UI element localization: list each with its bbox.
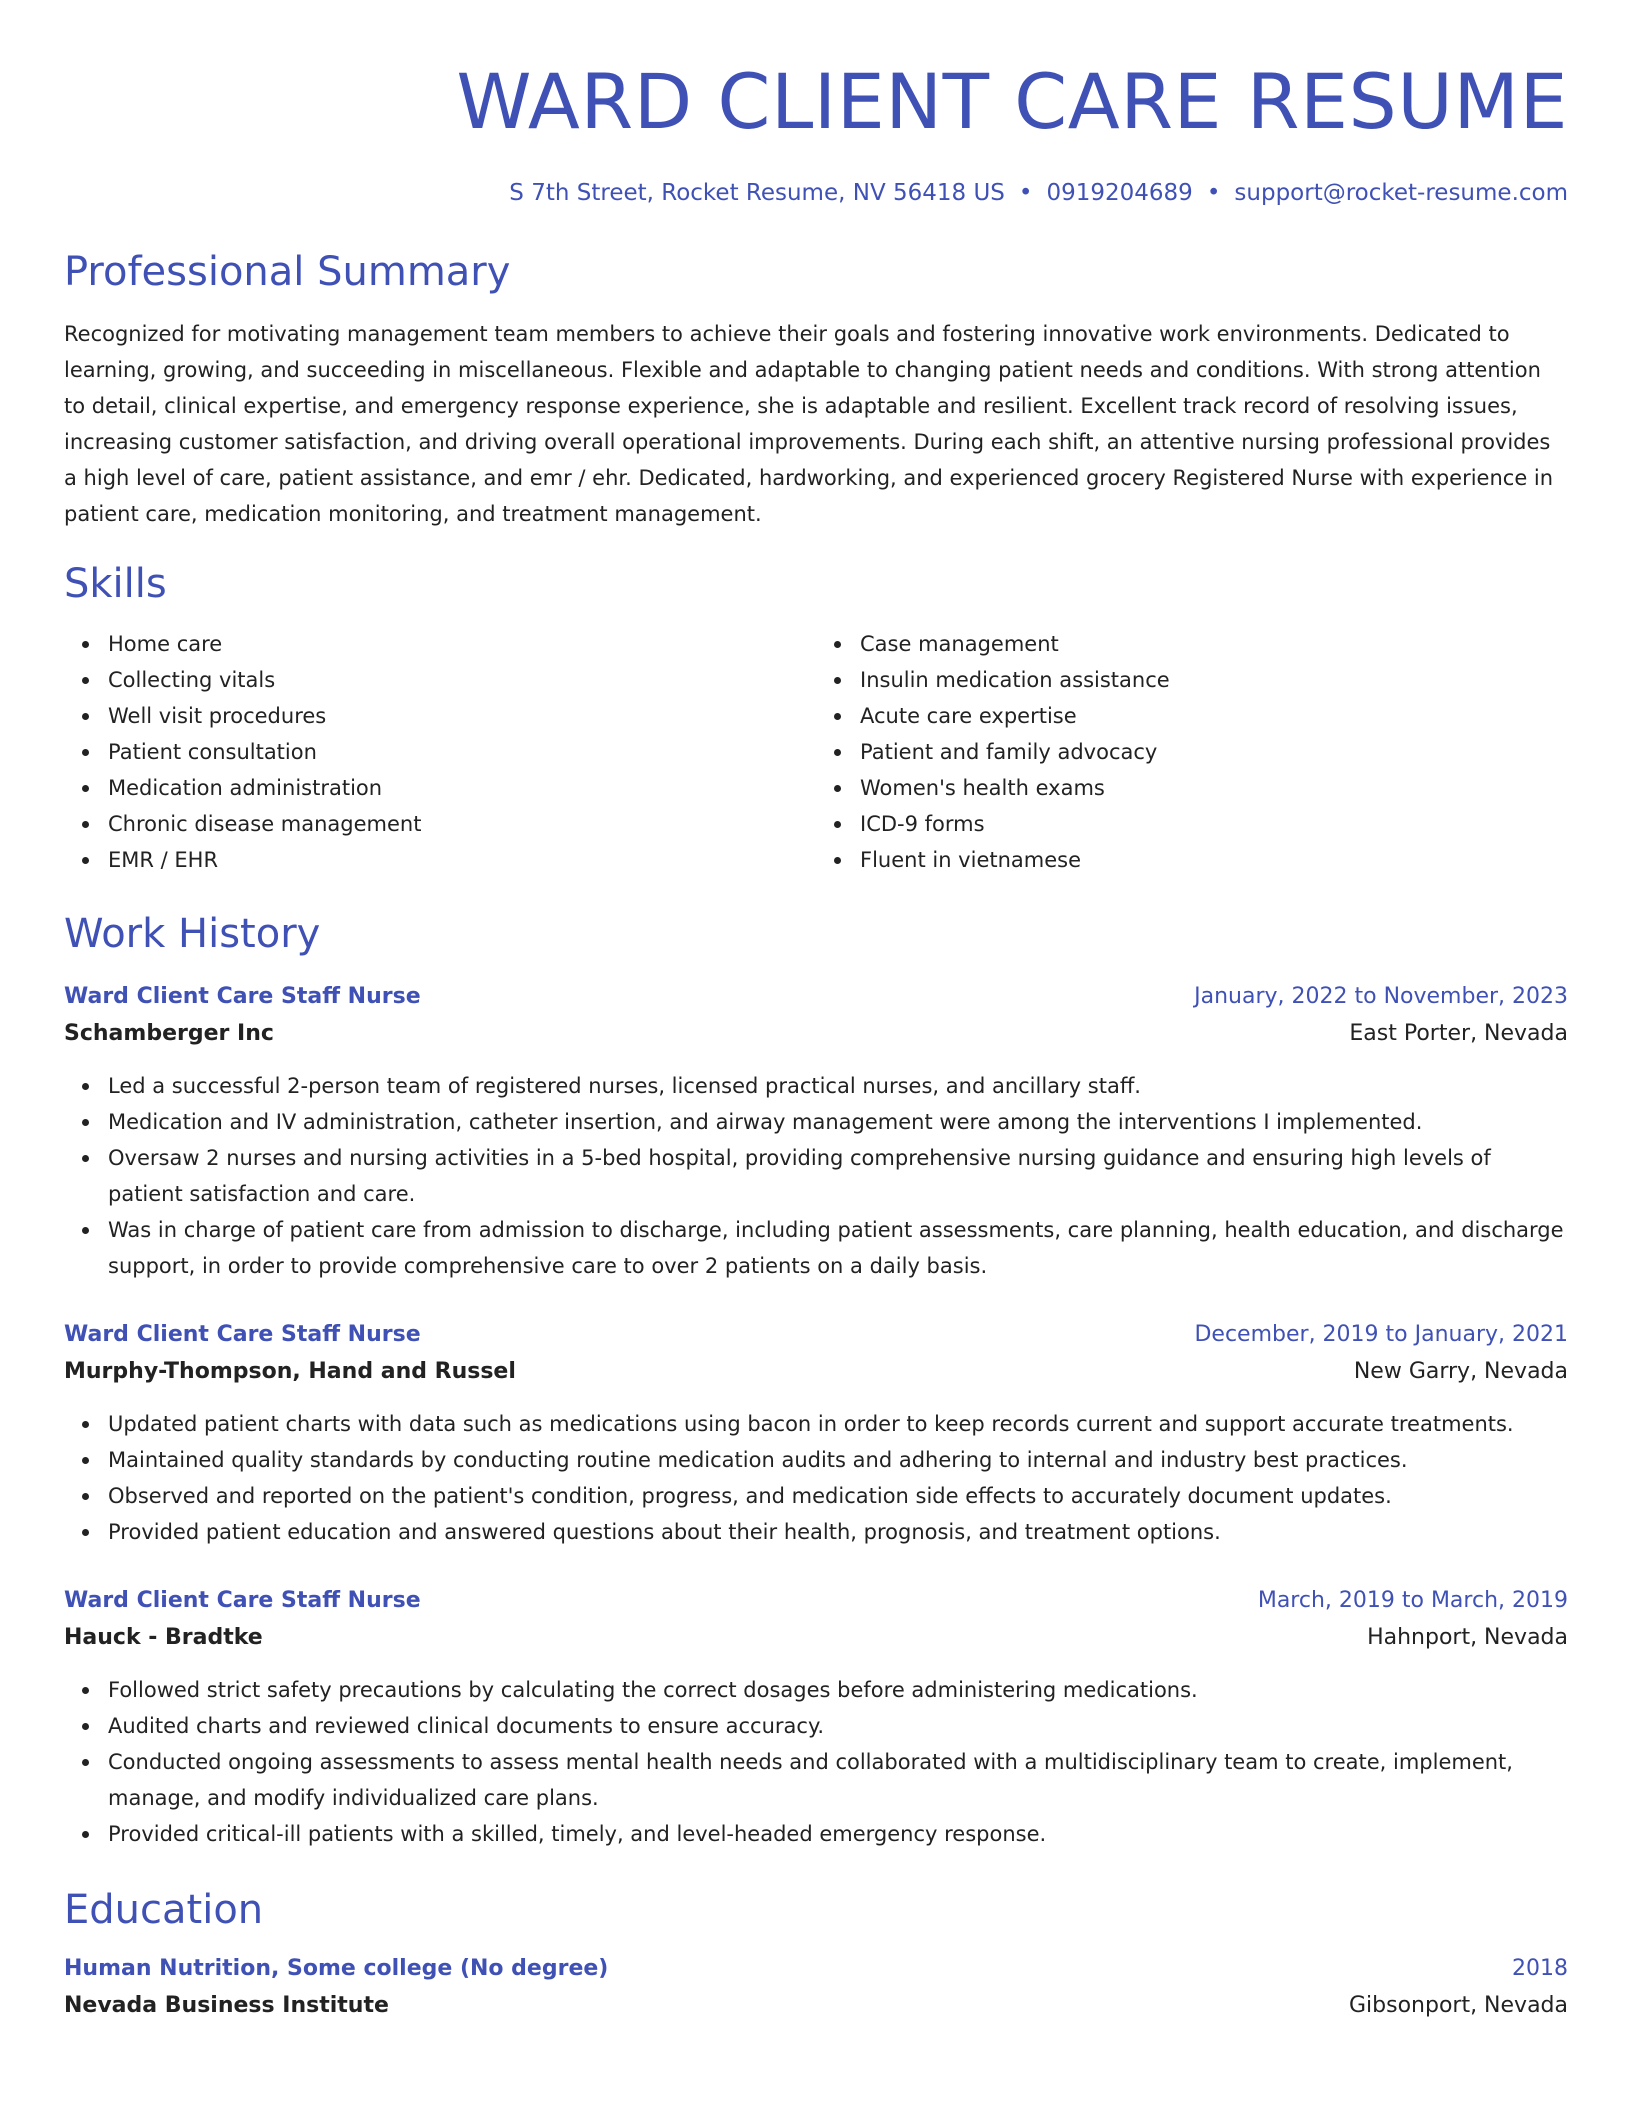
- skill-item: Fluent in vietnamese: [816, 842, 1568, 878]
- contact-phone: 0919204689: [1046, 180, 1193, 206]
- job-bullet: Audited charts and reviewed clinical documents to ensure accuracy.: [64, 1708, 1568, 1744]
- job-bullets: [64, 1406, 1568, 1550]
- job-company-row: [64, 1014, 1568, 1054]
- resume-header: [64, 0, 1568, 208]
- job-bullet: Was in charge of patient care from admission to discharge, including patient assessments, care planning, health education, and discharge support, in order to provide comprehensive care to over 2 patients on a daily basis.: [64, 1212, 1568, 1284]
- job-bullet: Provided patient education and answered questions about their health, prognosis, and treatment options.: [64, 1514, 1568, 1550]
- education-year: 2018: [1512, 1956, 1568, 1981]
- job-entry: [64, 980, 1568, 1284]
- job-dates: December, 2019 to January, 2021: [1194, 1322, 1568, 1347]
- contact-separator: •: [1206, 180, 1221, 206]
- skills-section: [64, 560, 1568, 878]
- contact-separator: •: [1018, 180, 1033, 206]
- skill-item: ICD-9 forms: [816, 806, 1568, 842]
- job-company-row: [64, 1618, 1568, 1658]
- skill-item: Patient and family advocacy: [816, 734, 1568, 770]
- job-header-row: [64, 1584, 1568, 1618]
- skill-item: Patient consultation: [64, 734, 816, 770]
- education-header-row: [64, 1952, 1568, 1986]
- education-entry: [64, 1952, 1568, 2026]
- job-company-row: [64, 1352, 1568, 1392]
- education-location: Gibsonport, Nevada: [1348, 1993, 1568, 2018]
- skill-item: Collecting vitals: [64, 662, 816, 698]
- job-bullets: [64, 1672, 1568, 1852]
- job-company: Murphy-Thompson, Hand and Russel: [64, 1359, 516, 1384]
- contact-email[interactable]: support@rocket-resume.com: [1234, 180, 1568, 206]
- skill-item: Women's health exams: [816, 770, 1568, 806]
- job-bullet: Updated patient charts with data such as medications using bacon in order to keep records current and support accurate treatments.: [64, 1406, 1568, 1442]
- job-entry: [64, 1318, 1568, 1550]
- job-dates: March, 2019 to March, 2019: [1257, 1588, 1568, 1613]
- education-school: Nevada Business Institute: [64, 1993, 389, 2018]
- job-dates: January, 2022 to November, 2023: [1194, 984, 1568, 1009]
- job-bullet: Led a successful 2-person team of registered nurses, licensed practical nurses, and ancillary staff.: [64, 1068, 1568, 1104]
- skill-item: Acute care expertise: [816, 698, 1568, 734]
- job-location: East Porter, Nevada: [1349, 1021, 1568, 1046]
- skills-list-right: [816, 626, 1568, 878]
- section-title-summary: Professional Summary: [64, 249, 511, 295]
- job-bullet: Oversaw 2 nurses and nursing activities in a 5-bed hospital, providing comprehensive nursing guidance and ensuring high levels of patient satisfaction and care.: [64, 1140, 1568, 1212]
- job-bullets: [64, 1068, 1568, 1284]
- contact-address: S 7th Street, Rocket Resume, NV 56418 US: [509, 180, 1005, 206]
- job-title: Ward Client Care Staff Nurse: [64, 1322, 421, 1347]
- summary-text: Recognized for motivating management team members to achieve their goals and fostering innovative work environments. Dedicated to learning, growing, and succeeding in miscellaneous. Flexible and adaptable to changing patient needs and conditions. With strong attention to detail, clinical expertise, and emergency response experience, she is adaptable and resilient. Excellent track record of resolving issues, increasing customer satisfaction, and driving overall operational improvements. During each shift, an attentive nursing professional provides a high level of care, patient assistance, and emr / ehr. Dedicated, hardworking, and experienced grocery Registered Nurse with experience in patient care, medication monitoring, and treatment management.: [64, 322, 1554, 526]
- job-location: New Garry, Nevada: [1353, 1359, 1568, 1384]
- skill-item: Well visit procedures: [64, 698, 816, 734]
- skills-columns: [64, 626, 1568, 878]
- job-header-row: [64, 980, 1568, 1014]
- job-bullet: Observed and reported on the patient's condition, progress, and medication side effects to accurately document updates.: [64, 1478, 1568, 1514]
- skill-item: Home care: [64, 626, 816, 662]
- resume-title: WARD CLIENT CARE RESUME: [456, 57, 1568, 146]
- skill-item: Insulin medication assistance: [816, 662, 1568, 698]
- job-bullet: Medication and IV administration, catheter insertion, and airway management were among the interventions I implemented.: [64, 1104, 1568, 1140]
- job-bullet: Followed strict safety precautions by calculating the correct dosages before administering medications.: [64, 1672, 1568, 1708]
- job-company: Hauck - Bradtke: [64, 1625, 263, 1650]
- job-location: Hahnport, Nevada: [1367, 1625, 1568, 1650]
- work-history-section: [64, 910, 1568, 1852]
- job-title: Ward Client Care Staff Nurse: [64, 984, 421, 1009]
- job-header-row: [64, 1318, 1568, 1352]
- education-section: [64, 1886, 1568, 2026]
- skill-item: Chronic disease management: [64, 806, 816, 842]
- job-entry: [64, 1584, 1568, 1852]
- skill-item: Medication administration: [64, 770, 816, 806]
- section-title-work-history: Work History: [64, 911, 321, 957]
- skill-item: Case management: [816, 626, 1568, 662]
- job-title: Ward Client Care Staff Nurse: [64, 1588, 421, 1613]
- professional-summary-section: [64, 248, 1568, 532]
- education-degree: Human Nutrition, Some college (No degree): [64, 1956, 609, 1981]
- job-bullet: Conducted ongoing assessments to assess mental health needs and collaborated with a multidisciplinary team to create, implement, manage, and modify individualized care plans.: [64, 1744, 1568, 1816]
- job-bullet: Provided critical-ill patients with a skilled, timely, and level-headed emergency response.: [64, 1816, 1568, 1852]
- skills-list-left: [64, 626, 816, 878]
- section-title-education: Education: [64, 1887, 264, 1933]
- job-company: Schamberger Inc: [64, 1021, 274, 1046]
- job-bullet: Maintained quality standards by conducting routine medication audits and adhering to internal and industry best practices.: [64, 1442, 1568, 1478]
- contact-line: [64, 178, 1568, 208]
- skill-item: EMR / EHR: [64, 842, 816, 878]
- section-title-skills: Skills: [64, 561, 167, 607]
- education-school-row: [64, 1986, 1568, 2026]
